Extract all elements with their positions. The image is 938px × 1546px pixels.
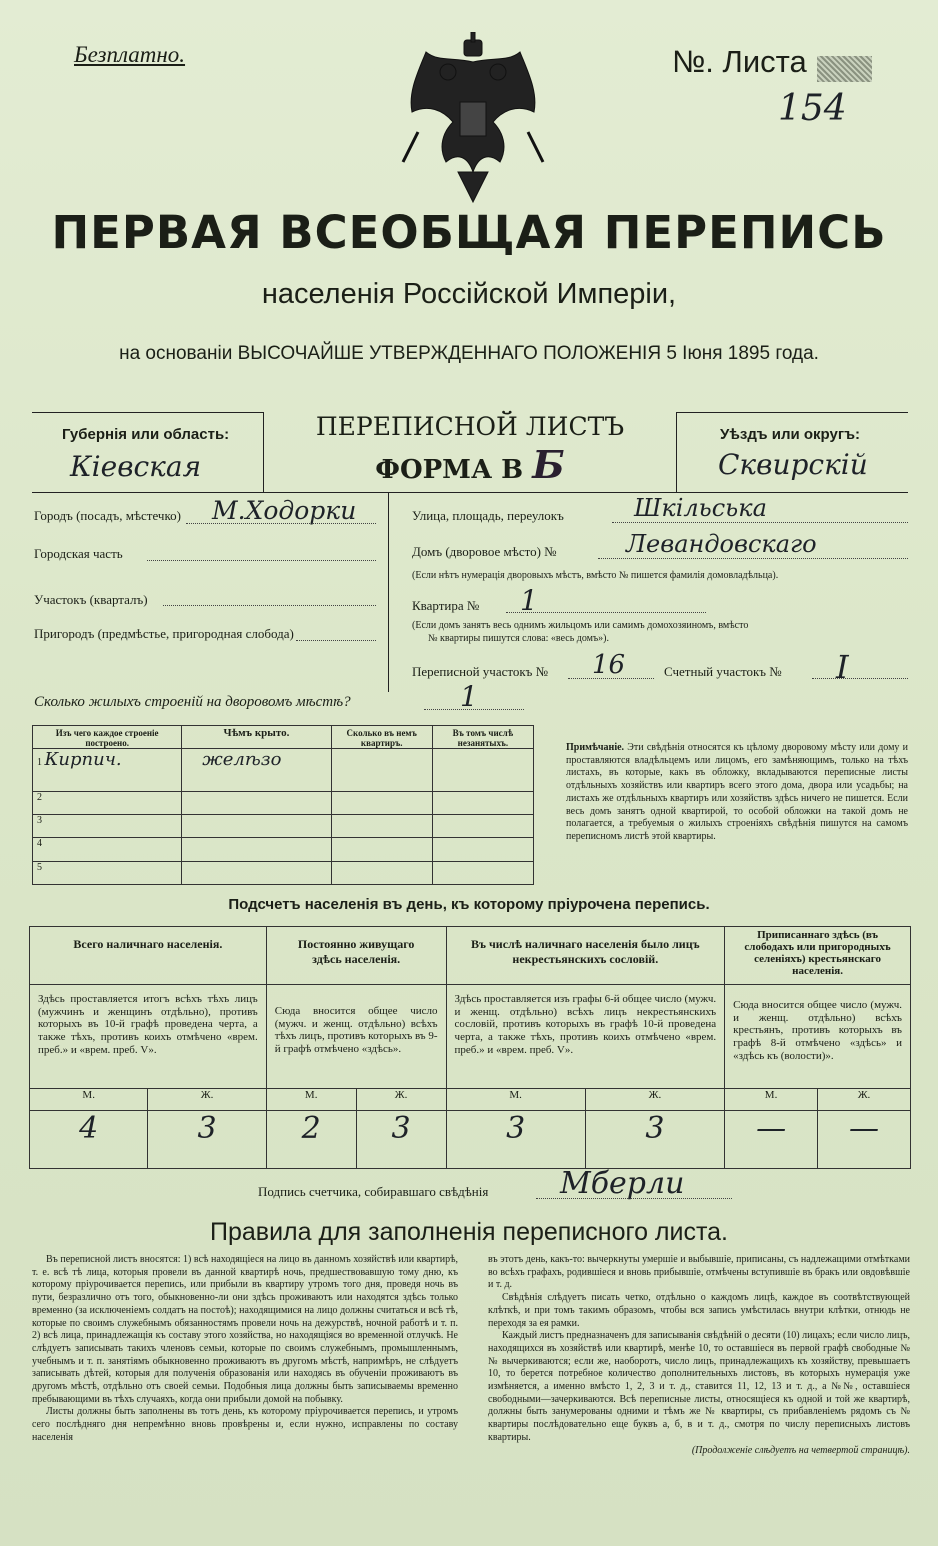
buildings-table: Изъ чего каждое строеніе построено. Чѣмъ крыто. Сколько въ немъ квартиръ. Въ томъ числѣ незанятыхъ. 1 Кирпич. желѣзо 2 3 4 5 [32, 725, 534, 885]
count-district-value: I [836, 648, 849, 686]
pop-desc-nonpeasant: Здѣсь проставляется изъ графы 6-й общее число (мужч. и женщ. отдѣльно) всѣхъ лицъ некрестьянскихъ сословій, противъ которыхъ въ графѣ 10-й проведена черта, а также тѣхъ, противъ коихъ отмѣчено «врем. преб.» и «врем. преб. V». [454, 993, 717, 1056]
census-district-label: Переписной участокъ № [412, 664, 549, 679]
rules-right [488, 1254, 910, 1457]
registered-f: — [818, 1111, 911, 1169]
count-district-label: Счетный участокъ № [664, 664, 782, 679]
buildings-question: Сколько жилыхъ строеній на дворовомъ мѣстѣ? [34, 694, 351, 710]
col-apartments: Сколько въ немъ квартиръ. [346, 728, 417, 748]
col-roof: Чѣмъ крыто. [223, 727, 290, 739]
pop-desc-present: Здѣсь проставляется итогъ всѣхъ тѣхъ лицъ (мужчинъ и женщинъ отдѣльно), противъ которыхъ въ 10-й графѣ проведена черта, а также тѣхъ, противъ коихъ отмѣчено «врем. преб.» и «врем. преб. V». [38, 993, 258, 1056]
pop-col-nonpeasant: Въ числѣ наличнаго населенія было лицъ некрестьянскихъ сословій. [471, 937, 700, 966]
present-m: 4 [30, 1111, 148, 1169]
permanent-f: 3 [356, 1111, 446, 1169]
rules-right-p3: Каждый листъ предназначенъ для записыванія свѣдѣній о десяти (10) лицахъ; если число лицъ, находящихся въ хозяйствѣ или квартирѣ, менѣе 10, то оставшіеся въ первой графѣ свободные №№ вычеркиваются; если же, наоборотъ, число лицъ, принадлежащихъ къ хозяйству, превышаетъ 10, то берется потребное количество дополнительныхъ листовъ, въ которыхъ нумерація ужe измѣняется, а именно вмѣсто 1, 2, 3 и т. д., ставится 11, 12, 13 и т. д., а №№, оставшіеся свободными—зачеркиваются. Всѣ переписные листы, относящіеся къ одной и той же квартирѣ, должны быть занумерованы одними и тѣмъ же № квартиры, съ прибавленіемъ рядомъ съ № квартиры послѣдовательно еще буквъ а, б, в и т. д., смотря по числу переписныхъ листовъ квартиры. [488, 1330, 910, 1443]
material-1: Кирпич. [44, 749, 122, 770]
pop-col-present: Всего наличнаго населенія. [73, 937, 223, 951]
census-district-value: 16 [592, 650, 626, 680]
province-value: Кіевская [70, 450, 202, 483]
pop-desc-permanent: Сюда вносится общее число (мужч. и женщ. отдѣльно) всѣхъ тѣхъ лицъ, противъ которыхъ въ 9-й графѣ отмѣчено «здѣсь». [274, 1005, 438, 1056]
district-value: Сквирскій [718, 448, 868, 481]
nonpeasant-m: 3 [446, 1111, 585, 1169]
form-label: ФОРМА В [375, 455, 524, 485]
apartment-note-2: № квартиры пишутся слова: «весь домъ»). [428, 633, 609, 644]
apartment-value: 1 [520, 584, 538, 617]
free-label: Безплатно. [74, 42, 186, 67]
col-material: Изъ чего каждое строеніе построено. [55, 728, 159, 748]
sheet-number-stamp [817, 56, 872, 82]
apartment-note-1: (Если домъ занятъ весь однимъ жильцомъ или самимъ домохозяиномъ, вмѣсто [412, 620, 749, 631]
bleed-through-text [0, 0, 1, 1]
house-note: (Если нѣтъ нумерація дворовыхъ мѣстъ, вмѣсто № пишется фамилія домовладѣльца). [412, 570, 779, 581]
block-label: Участокъ (кварталъ) [34, 592, 148, 607]
sheet-number-value: 154 [778, 88, 847, 129]
rules-right-p2: Свѣдѣнія слѣдуетъ писать четко, отдѣльно о каждомъ лицѣ, каждое въ соотвѣтствующей клѣткѣ, и при томъ такимъ образомъ, чтобы вся запись умѣстилась внутри клѣтки, отнюдь не переходя за ея рамки. [488, 1292, 910, 1329]
city-value: М.Ходорки [212, 496, 357, 525]
buildings-count: 1 [460, 680, 478, 713]
pop-col-permanent: Постоянно живущаго здѣсь населенія. [297, 937, 415, 966]
census-sheet-title: ПЕРЕПИСНОЙ ЛИСТЪ [315, 412, 625, 441]
form-value: Б [532, 442, 565, 487]
rules-heading: Правила для заполненія переписного листа. [210, 1218, 728, 1246]
col-unoccupied: Въ томъ числѣ незанятыхъ. [452, 728, 514, 748]
province-label: Губернія или область: [62, 426, 230, 443]
note-paragraph [566, 742, 908, 844]
form-letter [264, 442, 676, 487]
street-label: Улица, площадь, переулокъ [412, 508, 564, 523]
city-label: Городъ (посадъ, мѣстечко) [34, 508, 181, 523]
population-table: Всего наличнаго населенія. Постоянно живущаго здѣсь населенія. Въ числѣ наличнаго населенія было лицъ некрестьянскихъ сословій. Приписаннаго здѣсь (въ слободахъ или пригородныхъ селеніяхъ) крестьянскаго населенія. Здѣсь проставляется итогъ всѣхъ тѣхъ лицъ (мужчинъ и женщинъ отдѣльно), противъ которыхъ въ 10-й графѣ проведена черта, а также тѣхъ, противъ коихъ отмѣчено «врем. преб.» и «врем. преб. V». Сюда вносится общее число (мужч. и женщ. отдѣльно) всѣхъ тѣхъ лицъ, противъ которыхъ въ 9-й графѣ отмѣчено «здѣсь». Здѣсь проставляется изъ графы 6-й общее число (мужч. и женщ. отдѣльно) всѣхъ лицъ некрестьянскихъ сословій, противъ которыхъ въ графѣ 10-й проведена черта, а также тѣхъ, противъ коихъ отмѣчено «врем. преб.» и «врем. преб. V». Сюда вносится общее число (мужч. и женщ. отдѣльно) всѣхъ крестьянъ, противъ которыхъ въ графѣ 8-й отмѣчено «здѣсь» и «здѣсь къ (волости)». М. Ж. М. Ж. М. Ж. М. Ж. 4 3 2 3 3 3 — — [29, 926, 911, 1169]
apartment-label: Квартира № [412, 598, 480, 613]
population-heading: Подсчетъ населенія въ день, къ которому пріурочена перепись. [228, 896, 710, 913]
rules-left-p1: Въ переписной листъ вносятся: 1) всѣ находящіеся на лицо въ данномъ хозяйствѣ или квартирѣ, т. е. всѣ тѣ лица, которыя провели въ данной квартирѣ ночь, предшествовавшую тому дню, къ которому пріурочивается перепись, или прибыли въ квартиру утромъ того дня, проведя ночь въ пути, безразлично отъ того, обыкновенно-ли они здѣсь проживаютъ или находятся здѣсь только временно (за исключеніемъ солдатъ на постоѣ); находящимися на лицо должны считаться и всѣ тѣ, которые по своимъ служебнымъ обязанностямъ провели ночь на дежурствѣ, ночной работѣ и т. п. 2) всѣ лица, принадлежащія къ составу этого хозяйства, но находящіяся во временной отлучкѣ. Не слѣдуетъ записывать такихъ членовъ семьи, которые по своимъ служебнымъ, промышленнымъ, учебнымъ и т. п. занятіямъ обыкновенно проживаютъ въ другомъ мѣстѣ, напримѣръ, не слѣдуетъ записывать дѣтей, которыя для полученія образованія или находясь въ обученіи проживаютъ въ другомъ мѣстѣ, отдѣльно отъ своей семьи. Подобныя лица должны быть записываемы временно пребывающими въ тѣхъ случаяхъ, когда они прибыли домой на побывку. [32, 1254, 458, 1405]
rules-left-p2: Листы должны быть заполнены въ тотъ день, къ которому пріурочивается перепись, и утромъ сего послѣдняго дня непремѣнно вновь провѣрены и, если нужно, исправлены по составу населенія [32, 1406, 458, 1443]
decree-line: на основаніи ВЫСОЧАЙШЕ УТВЕРЖДЕННАГО ПОЛОЖЕНІЯ 5 Іюня 1895 года. [119, 343, 819, 364]
signature-label: Подпись счетчика, собиравшаго свѣдѣнія [258, 1184, 489, 1199]
rules-left [32, 1254, 458, 1445]
note-text: Эти свѣдѣнія относятся къ цѣлому дворовому мѣсту или дому и проставляются владѣльцемъ или лицомъ, его замѣняющимъ, только на тѣхъ листахъ, въ которые, какъ въ обложку, вкладываются переписные листы отдѣльныхъ хозяйствъ или квартиръ всего этого дома, двора или усадьбы; на листахъ же отдѣльныхъ квартиръ или хозяйствъ здѣсь ничего не пишется. Если весь домъ занятъ одной квартирой, то особой обложки на такой домъ не полагается, а требуемыя о жилыхъ строеніяхъ свѣдѣнія пишутся на самомъ переписномъ листѣ этой квартиры. [566, 742, 909, 842]
signature-value: Мберли [560, 1166, 685, 1201]
pop-col-registered: Приписаннаго здѣсь (въ слободахъ или пригородныхъ селеніяхъ) крестьянскаго населенія. [744, 929, 891, 977]
house-value: Левандовскаго [626, 530, 817, 558]
present-f: 3 [148, 1111, 266, 1169]
census-subtitle: населенія Россійской Имперіи, [261, 278, 677, 310]
city-part-label: Городская часть [34, 546, 123, 561]
note-heading: Примѣчаніе. [566, 742, 625, 753]
roof-1: желѣзо [202, 749, 282, 770]
rules-right-p1: въ этотъ день, какъ-то: вычеркнуты умершіе и выбывшіе, приписаны, съ надлежащими отмѣтками во всѣхъ графахъ, родившіеся и вновь прибывшіе, отмѣчены вступившіе въ бракъ или овдовѣвшіе и т. д. [488, 1254, 910, 1291]
street-value: Шкільська [634, 494, 767, 522]
district-label: Уѣздъ или округъ: [720, 426, 861, 443]
permanent-m: 2 [266, 1111, 356, 1169]
sheet-number-label: №. Листа [672, 44, 807, 79]
nonpeasant-f: 3 [585, 1111, 724, 1169]
registered-m: — [725, 1111, 818, 1169]
census-title: ПЕРВАЯ ВСЕОБЩАЯ ПЕРЕПИСЬ [51, 206, 887, 259]
suburb-label: Пригородъ (предмѣстье, пригородная слобода) [34, 626, 294, 641]
house-label: Домъ (дворовое мѣсто) № [412, 544, 557, 559]
pop-desc-registered: Сюда вносится общее число (мужч. и женщ. отдѣльно) всѣхъ крестьянъ, противъ которыхъ въ графѣ 8-й отмѣчено «здѣсь» и «здѣсь къ (волости)». [733, 999, 902, 1062]
coat-of-arms-icon [398, 32, 548, 207]
rules-continued: (Продолженіе слѣдуетъ на четвертой страницѣ). [691, 1444, 910, 1456]
